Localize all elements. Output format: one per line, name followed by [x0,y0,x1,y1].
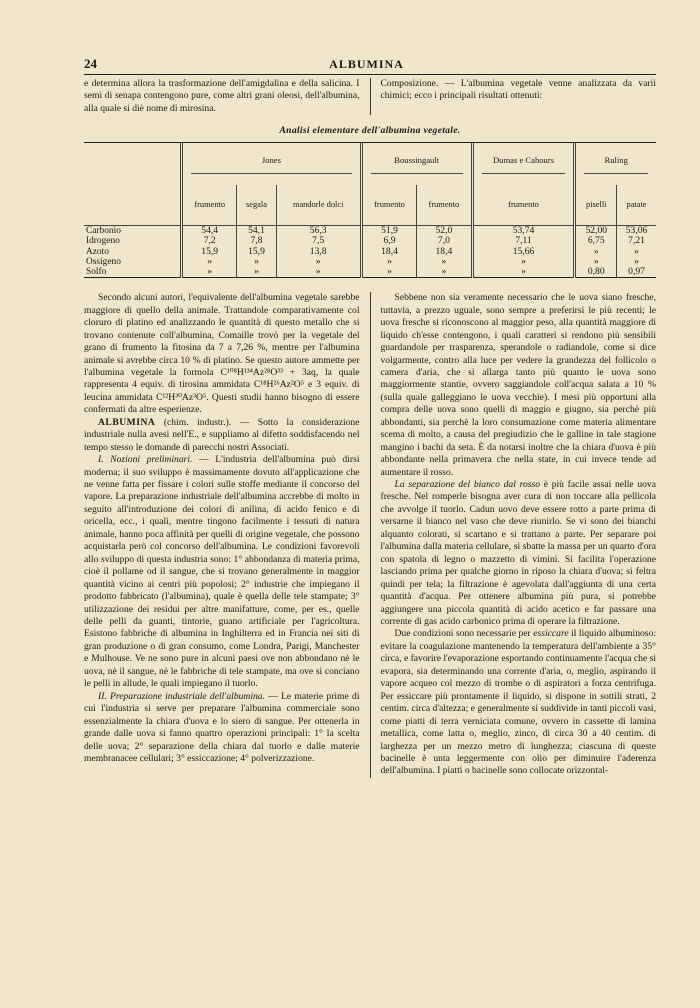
column-header: frumento [472,185,575,226]
author-header: Dumas e Cahours [472,143,575,185]
column-header: frumento [182,185,237,226]
author-header: Ruling [575,143,656,185]
top-columns [84,78,656,115]
column-header: patate [617,185,656,226]
column-header: piselli [575,185,617,226]
paragraph: Due condizioni sono necessarie per essiccare il liquido albuminoso: evitare la coagulazione mantenendo la temperatura dell'ambiente a 35° circa, e favorire l'evaporazione esportando continuamente l'acqua che si evapora, sia determinando una corrente d'aria, o, meglio, aspirando il vapore acqueo col mezzo di trombe o di aspiratori a forza centrifuga. Per essiccare più prontamente il liquido, si dispone in sottili strati, 2 centim. circa d'altezza; e generalmente si suddivide in tanti piccoli vasi, come piatti di terra verniciata comune, ovvero in cassette di lamina metallica, come latta o, meglio, zinco, di circa 30 a 40 centim. di larghezza per un mezzo metro di lunghezza; ciascuna di queste bacinelle è unta leggermente con olio per diminuire l'aderenza dell'albumina. I piatti o bacinelle sono collocate orizzontal- [380,628,657,777]
page [84,56,656,778]
right-column [381,292,657,778]
column-header: frumento [361,185,416,226]
paragraph: Secondo alcuni autori, l'equivalente dell'albumina vegetale sarebbe maggiore di quello della animale. Trattandole comparativamente col cloruro di platino ed analizzando le quantità di questo metallo che si trovano contenute coll'albumina, Comaille trovò per la vegetale del grano di frumento la fitosina da 7 a 7,26 %, mentre per l'albumina animale si avrebbe circa 10 % di platino. Se questo autore ammette per l'albumina vegetale la formola C¹⁰⁸H¹³⁴Az²⁸O³³ + 3aq, la quale rappresenta 4 equiv. di tirosina ammidata C¹⁸H²⁶Az²O⁵ e 3 equiv. di leucina ammidata C¹²H³⁰Az³O⁵. Questi studii hanno bisogno di essere confermati da altre esperienze. [84,292,360,416]
table-row: Idrogeno 7,2 7,8 7,5 6,9 7,0 7,11 6,75 7,21 [84,236,656,246]
top-left-text: e determina allora la trasformazione dell'amigdalina e della salicina. I semi di senapa contengono pure, come altri grani oleosi, dell'albumina, alla quale si diè nome di mirosina. [84,78,360,114]
paragraph: ALBUMINA (chim. industr.). — Sotto la considerazione industriale nulla avesi nell'E., e suppliamo al difetto soddisfacendo nel tempo stesso le domande di parecchi nostri Associati. [84,416,360,453]
paragraph: II. Preparazione industriale dell'albumina. — Le materie prime di cui l'industria si serve per preparare l'albumina commerciale sono essenzialmente la chiara d'uova e lo siero di sangue. Per ottenerla in grande dalle uova si fanno quattro operazioni principali: 1° la scelta delle uova; 2° separazione della chiara dal tuorlo e dalle materie membranacee cellulari; 3° essiccazione; 4° polverizzazione. [84,690,360,764]
running-header [84,56,656,75]
author-header: Jones [182,143,362,185]
author-header: Boussingault [361,143,472,185]
table-row: Solfo » » » » » » 0,80 0,97 [84,267,656,278]
analysis-table [84,142,656,278]
table-row: Carbonio 54,4 54,1 56,3 51,9 52,0 53,74 52,00 53,06 [84,226,656,236]
body-columns [84,292,656,778]
table-row: Ossigeno » » » » » » » » [84,257,656,267]
left-column [84,292,360,778]
column-header: mandorle dolci [276,185,361,226]
paragraph: I. Nozioni preliminari. — L'industria dell'albumina può dirsi moderna; il suo sviluppo è massimamente dovuto all'applicazione che ne venne fatta per fissare i colori sulle stoffe mediante il concorso del vapore. La preparazione industriale dell'albumina accrebbe di molto in seguito all'introduzione dei colori di anilina, di acido fenico e di oricella, ecc., i quali, mentre tingono facilmente i tessuti di natura animale, hanno poca affinità per quelli di origine vegetale, che possono acquistarla però col concorso dell'albumina. Le condizioni favorevoli allo sviluppo di questa industria sono: 1° abbondanza di materia prima, cioè il pollame od il sangue, che si trovano generalmente in maggior quantità vicino ai centri più popolosi; 2° industrie che impiegano il prodotto fabbricato (l'albumina), quale è quella delle tele stampate; 3° utilizzazione dei residui per altre manifatture, come, per es., quelle delle pelli da guanti, tintorie, guano artificiale per l'agricoltura. Esistono fabbriche di albumina in Inghilterra ed in Francia nei siti di gran produzione o di gran consumo, come Londra, Parigi, Manchester e Mulhouse. Ve ne sono pure in alcuni paesi ove non abbondano nè le uova, nè il sangue, nè le fabbriche di tele stampate, ma ove si conciano le pelli in allude, le quali impiegano il tuorlo. [84,454,360,690]
column-header: segala [237,185,276,226]
column-header: frumento [417,185,472,226]
top-right-text: Composizione. — L'albumina vegetale venne analizzata da varii chimici; ecco i principali risultati ottenuti: [380,78,656,102]
page-number: 24 [84,56,97,71]
page-title: ALBUMINA [329,57,404,71]
table-title: Analisi elementare dell'albumina vegetale. [279,125,461,137]
paragraph: Sebbene non sia veramente necessario che le uova siano fresche, tuttavia, a prezzo uguale, sono sempre a preferirsi le più recenti; le uova fresche si riconoscono al maggior peso, alla quantità maggiore di liquido ch'esse contengono, i quali caratteri si rendono più sensibili guardandole per trasparenza, sperandole o radiandole, come si dice volgarmente, contro alla luce per vedere la grandezza del follicolo o camera d'aria, che si allarga tanto più quanto le uova sono maggiormente stantie, ovvero saggiandole coll'acqua salata a 10 % (sulla quale galleggiano le uova vecchie). I mesi più opportuni alla compra delle uova sono quelli di maggio e giugno, sia perchè più abbondanti, sia perchè la loro consumazione come materia alimentare scema di molto, a causa del pregiudizio che le galline in tale stagione mangino i bachi da seta. È da notarsi inoltre che la chiara d'uova è più abbondante nella primavera che nella state, in cui invece tende ad aumentare il rosso. [380,292,656,478]
paragraph: La separazione del bianco dal rosso è più facile assai nelle uova fresche. Nel romperle bisogna aver cura di non toccare alla pellicola che avvolge il tuorlo. Cadun uovo deve essere rotto a parte prima di versarne il bianco nel vaso che deve riunirlo. Se vi sono dei bianchi alquanto colorati, si scartano e si trattano a parte. Per separare poi l'albumina dalla materia cellulare, si sbatte la massa per un quarto d'ora con spatola di legno o mazzetto di vimini. Si facilita l'operazione lasciando prima per qualche giorno in riposo la chiara d'uova; si feltra quindi per tela; la filtrazione è agevolata dall'aggiunta di una certa quantità d'acqua. Per ottenere albumina più pura, si potrebbe aggiungere una piccola quantità di acido acetico e far passare una corrente di gas acido carbonico prima di operare la filtrazione. [380,479,656,628]
table-row: Azoto 15,9 15,9 13,8 18,4 18,4 15,66 » » [84,247,656,257]
